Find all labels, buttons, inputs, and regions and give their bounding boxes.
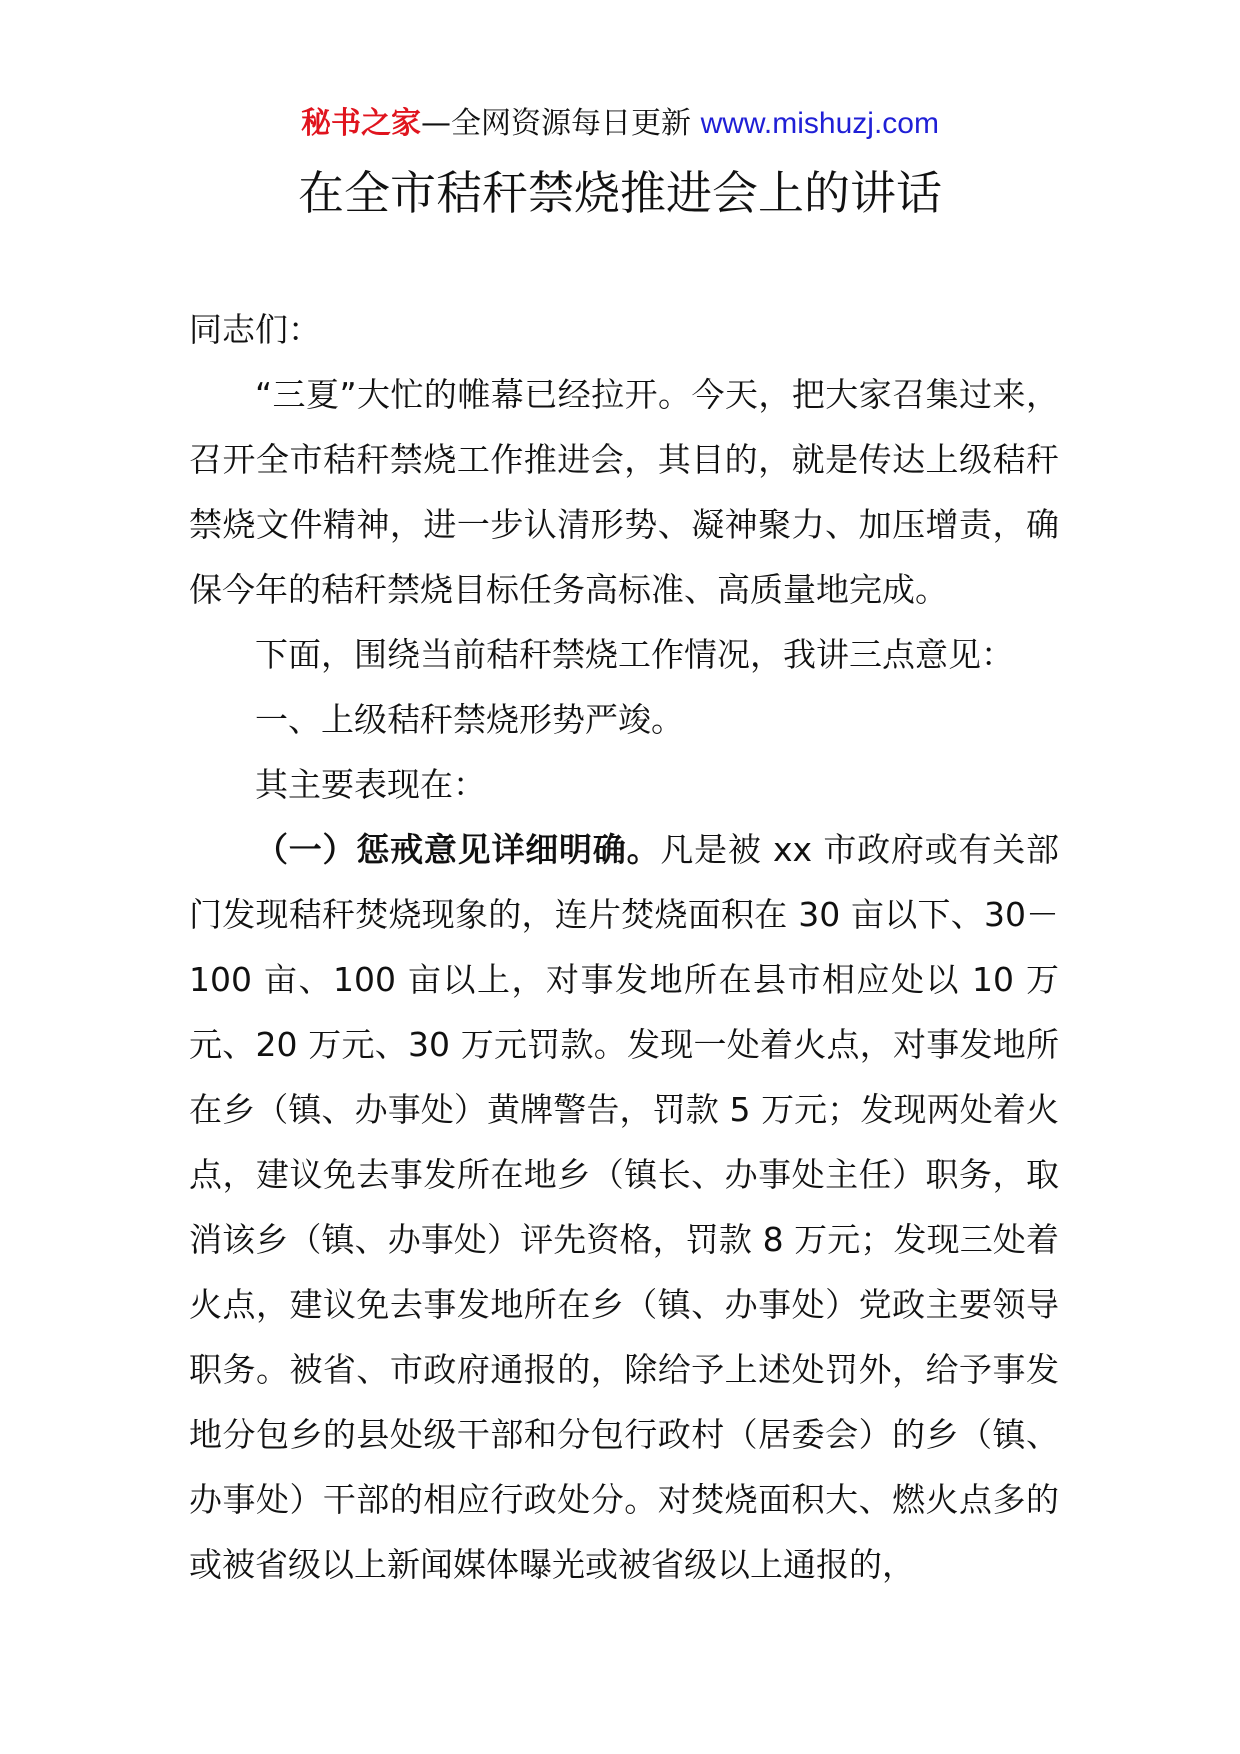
document-title: 在全市秸秆禁烧推进会上的讲话 <box>298 166 942 220</box>
paragraph-main-manifestations: 其主要表现在： <box>255 765 486 804</box>
banner-tagline: —全网资源每日更新 <box>421 106 701 141</box>
paragraph-three-points: 下面，围绕当前秸秆禁烧工作情况，我讲三点意见： <box>255 635 1014 674</box>
subsection-1-text: 凡是被 xx 市政府或有关部门发现秸秆焚烧现象的，连片焚烧面积在 30 亩以下、30－100 亩、100 亩以上，对事发地所在县市相应处以 10 万元、20 万元、30 万元罚款。发现一处着火点，对事发地所在乡（镇、办事处）黄牌警告，罚款 5 万元；发现两处着火点，建议免去事发所在地乡（镇长、办事处主任）职务，取消该乡（镇、办事处）评先资格，罚款 8 万元；发现三处着火点，建议免去事发地所在乡（镇、办事处）党政主要领导职务。被省、市政府通报的，除给予上述处罚外，给予事发地分包乡的县处级干部和分包行政村（居委会）的乡（镇、办事处）干部的相应行政处分。对焚烧面积大、燃火点多的或被省级以上新闻媒体曝光或被省级以上通报的， <box>189 830 1059 1584</box>
paragraph-subsection-1 <box>189 817 1059 1597</box>
brand-name: 秘书之家 <box>301 106 422 141</box>
salutation: 同志们： <box>189 310 321 349</box>
paragraph-intro: “三夏”大忙的帷幕已经拉开。今天，把大家召集过来，召开全市秸秆禁烧工作推进会，其目的，就是传达上级秸秆禁烧文件精神，进一步认清形势、凝神聚力、加压增责，确保今年的秸秆禁烧目标任务高标准、高质量地完成。 <box>189 375 1059 609</box>
section-heading-1: 一、上级秸秆禁烧形势严竣。 <box>255 700 684 739</box>
site-url-link[interactable]: www.mishuzj.com <box>700 107 939 140</box>
subsection-1-heading: （一）惩戒意见详细明确。 <box>255 830 661 869</box>
site-banner <box>0 104 1240 144</box>
document-body <box>189 297 1059 1597</box>
